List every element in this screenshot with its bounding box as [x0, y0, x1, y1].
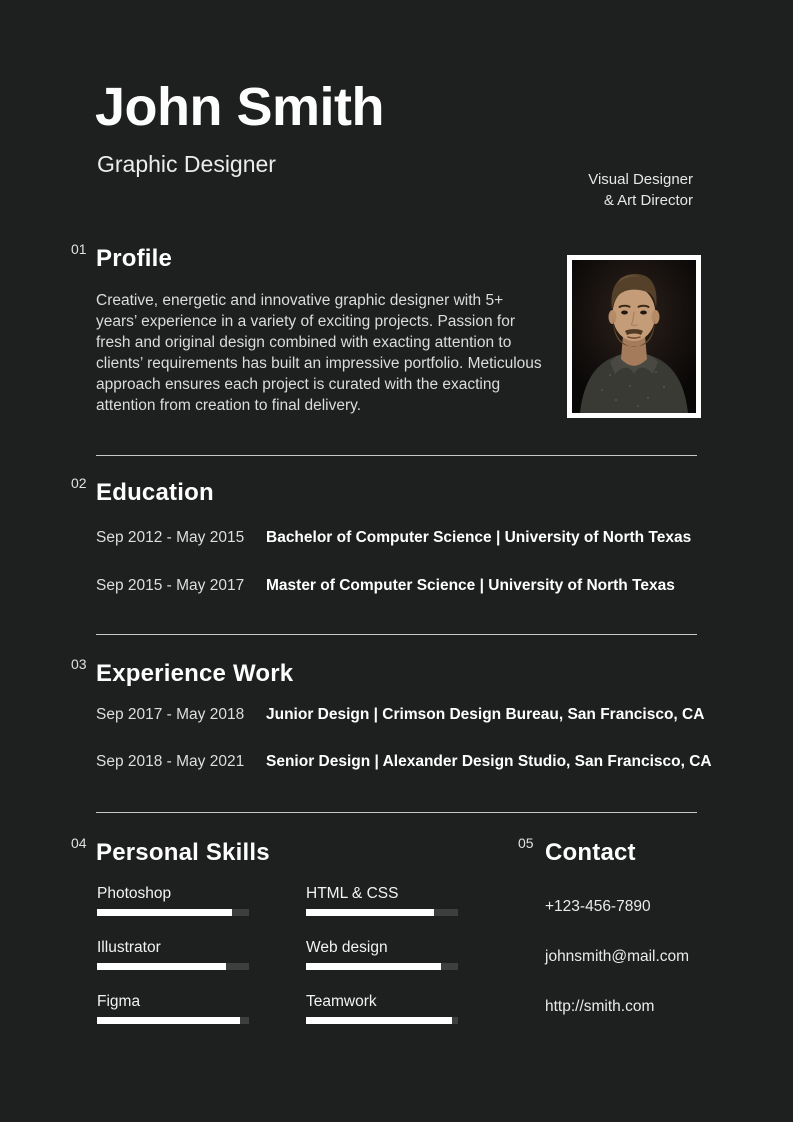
experience-row [96, 706, 704, 724]
education-date-range: Sep 2015 - May 2017 [96, 577, 245, 594]
experience-date-range: Sep 2018 - May 2021 [96, 753, 245, 770]
portrait-illustration [572, 260, 696, 413]
person-name: John Smith [95, 77, 384, 137]
skill-bar-track [306, 963, 458, 970]
skill-bar-fill [97, 909, 232, 916]
section-divider [96, 455, 697, 456]
education-row [96, 577, 675, 595]
contact-website: http://smith.com [545, 998, 655, 1015]
skill-item [97, 885, 249, 916]
skill-label: Teamwork [306, 993, 377, 1010]
skill-item [306, 939, 458, 970]
skill-bar-track [306, 1017, 458, 1024]
skill-item [97, 993, 249, 1024]
secondary-job-title-line1: Visual Designer [588, 171, 693, 188]
contact-phone: +123-456-7890 [545, 898, 651, 915]
contact-list [545, 898, 689, 1016]
profile-photo [567, 255, 701, 418]
profile-section-title: Profile [96, 245, 173, 272]
profile-summary-text: Creative, energetic and innovative graphic designer with 5+ years’ experience in a variety of exciting projects. Passion for fresh and original design combined with exacting attention to clients’ requirements has built an impressive portfolio. Meticulous approach ensures each project is curated with the exacting attention from creation to final delivery. [96, 292, 542, 414]
profile-section-number: 01 [71, 241, 87, 257]
education-date-range: Sep 2012 - May 2015 [96, 529, 245, 546]
section-divider [96, 812, 697, 813]
skill-bar-fill [306, 963, 441, 970]
skill-bar-fill [306, 1017, 452, 1024]
experience-row [96, 753, 712, 771]
skill-item [306, 885, 458, 916]
skill-bar-track [306, 909, 458, 916]
contact-section-title: Contact [545, 839, 636, 866]
skill-item [306, 993, 458, 1024]
section-divider [96, 634, 697, 635]
skills-grid [97, 885, 458, 1024]
skills-section-number: 04 [71, 835, 87, 851]
education-degree: Master of Computer Science | University of North Texas [266, 577, 675, 594]
education-section-title: Education [96, 479, 214, 506]
contact-email: johnsmith@mail.com [545, 948, 690, 965]
skill-bar-track [97, 909, 249, 916]
experience-date-range: Sep 2017 - May 2018 [96, 706, 245, 723]
secondary-job-title [588, 169, 693, 211]
experience-section-title: Experience Work [96, 660, 294, 687]
secondary-job-title-line2: & Art Director [603, 192, 693, 209]
experience-section-number: 03 [71, 656, 87, 672]
contact-section-number: 05 [518, 835, 534, 851]
skills-section-title: Personal Skills [96, 839, 270, 866]
skill-bar-track [97, 963, 249, 970]
skill-bar-fill [306, 909, 434, 916]
person-job-title: Graphic Designer [97, 151, 276, 177]
education-section-number: 02 [71, 475, 87, 491]
skill-bar-track [97, 1017, 249, 1024]
skill-label: Web design [306, 939, 388, 956]
skill-label: Photoshop [97, 885, 172, 902]
skill-label: Illustrator [97, 939, 161, 956]
skill-label: Figma [97, 993, 141, 1010]
skill-item [97, 939, 249, 970]
experience-position: Junior Design | Crimson Design Bureau, San Francisco, CA [266, 706, 705, 723]
skill-label: HTML & CSS [306, 885, 399, 902]
experience-position: Senior Design | Alexander Design Studio, San Francisco, CA [266, 753, 712, 770]
skill-bar-fill [97, 963, 226, 970]
skill-bar-fill [97, 1017, 240, 1024]
education-degree: Bachelor of Computer Science | University of North Texas [266, 529, 692, 546]
education-row [96, 529, 691, 547]
